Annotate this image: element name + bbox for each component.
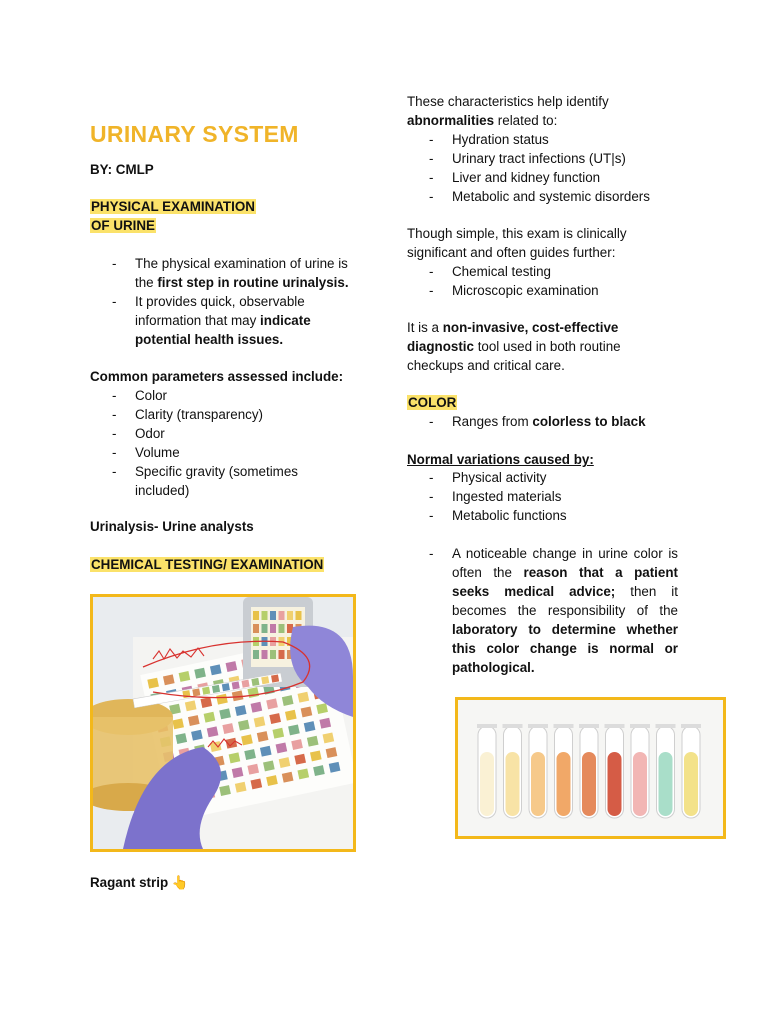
list-item: - Urinary tract infections (UT|s) bbox=[407, 149, 687, 168]
section-heading-physical bbox=[90, 197, 256, 235]
list-item: - Clarity (transparency) bbox=[90, 405, 370, 424]
byline: BY: CMLP bbox=[90, 162, 154, 177]
clinical-paragraph: Though simple, this exam is clinically significant and often guides further: bbox=[407, 226, 627, 260]
noninvasive-paragraph: It is a non-invasive, cost-effective diagnostic tool used in both routine checkups and critical care. bbox=[407, 320, 621, 373]
list-item: - Physical activity bbox=[407, 468, 687, 487]
list-item: - Liver and kidney function bbox=[407, 168, 687, 187]
list-item: - Volume bbox=[90, 443, 370, 462]
page-title: URINARY SYSTEM bbox=[90, 121, 299, 147]
test-tube bbox=[503, 724, 523, 818]
list-item: - Color bbox=[90, 386, 370, 405]
test-tube bbox=[681, 724, 701, 818]
color-change-list bbox=[407, 544, 678, 677]
test-tube bbox=[656, 724, 676, 818]
params-heading: Common parameters assessed include: bbox=[90, 369, 344, 384]
list-item: - It provides quick, observable information that may indicate potential health issues. bbox=[90, 292, 370, 349]
list-item: - The physical examination of urine is the first step in routine urinalysis. bbox=[90, 254, 370, 292]
color-range-list bbox=[407, 412, 697, 431]
list-item: - Metabolic and systemic disorders bbox=[407, 187, 687, 206]
test-tube bbox=[630, 724, 650, 818]
section-heading-chemical: CHEMICAL TESTING/ EXAMINATION bbox=[91, 557, 324, 572]
test-tube bbox=[579, 724, 599, 818]
color-heading: COLOR bbox=[408, 395, 457, 410]
list-item: - Odor bbox=[90, 424, 370, 443]
photo-caption: Ragant strip 👆 bbox=[90, 875, 189, 890]
params-list bbox=[90, 386, 370, 500]
abnormalities-list bbox=[407, 130, 687, 206]
intro-list bbox=[90, 254, 370, 349]
test-tube bbox=[477, 724, 497, 818]
test-tube bbox=[605, 724, 625, 818]
variations-list bbox=[407, 468, 687, 525]
list-item: - A noticeable change in urine color is often the reason that a patient seeks medical advice; then it becomes the responsibility of the laboratory to determine whether this color change is normal or pathological. bbox=[407, 544, 678, 677]
characteristics-intro: These characteristics help identify abnormalities related to: bbox=[407, 94, 609, 128]
reagent-strip-image bbox=[93, 597, 353, 849]
list-item: - Microscopic examination bbox=[407, 281, 687, 300]
list-item: - Hydration status bbox=[407, 130, 687, 149]
heading-line-1: PHYSICAL EXAMINATION bbox=[91, 199, 255, 214]
tubes-image bbox=[458, 700, 723, 836]
test-tube bbox=[554, 724, 574, 818]
urinalysis-line: Urinalysis- Urine analysts bbox=[90, 519, 254, 534]
pointing-up-icon: 👆 bbox=[171, 875, 189, 890]
reagent-strip-photo bbox=[90, 594, 356, 852]
list-item: - Chemical testing bbox=[407, 262, 687, 281]
urine-color-tubes bbox=[455, 697, 726, 839]
test-tube bbox=[528, 724, 548, 818]
list-item: - Ranges from colorless to black bbox=[407, 412, 697, 431]
list-item: - Ingested materials bbox=[407, 487, 687, 506]
heading-line-2: OF URINE bbox=[91, 218, 155, 233]
further-list bbox=[407, 262, 687, 300]
list-item: - Specific gravity (sometimes included) bbox=[90, 462, 335, 500]
list-item: - Metabolic functions bbox=[407, 506, 687, 525]
variations-heading: Normal variations caused by: bbox=[407, 452, 594, 467]
